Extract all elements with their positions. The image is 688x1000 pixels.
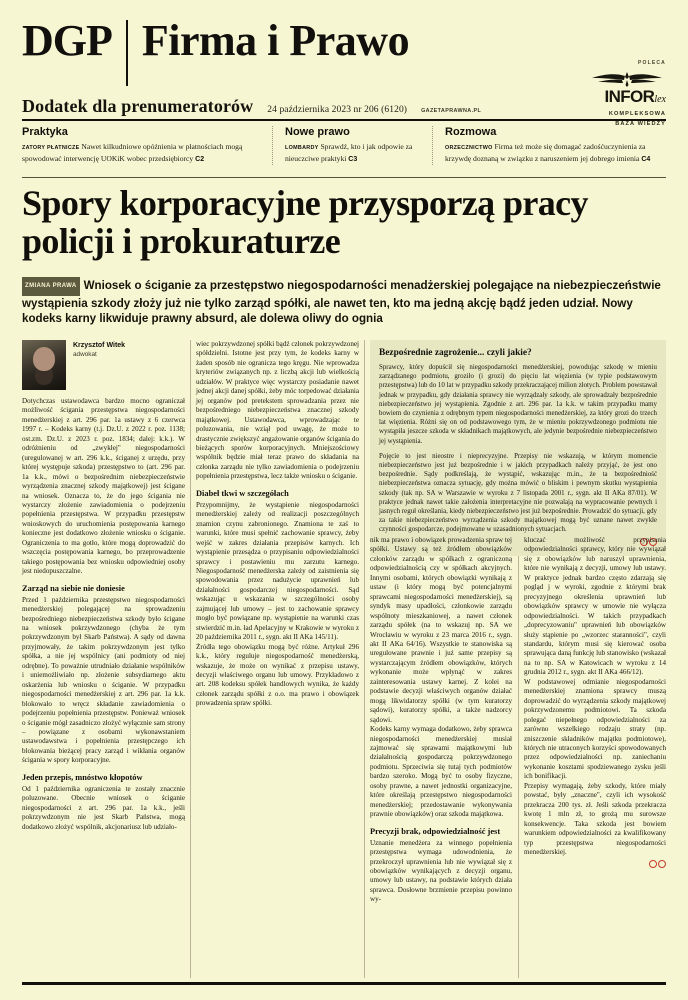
paragraph: nik ma prawo i obowiązek prowadzenia spraw tej spółki. Ustawy są też źródłem obowiązków członków zarządu w spółkach z ograniczoną odpowiedzialnością czy w spółkach akcyjnych. Innymi osobami, których obowiązki wynikają z ustaw (i który mogą być potencjalnymi sprawcami niegospodarności menedżerskiej), są syndyk masy upadłości, członkowie zarządu wspólnoty mieszkaniowej, a nawet członek zarządu spółek (na to wskazuj np. SA we Wrocławiu w wyroku z 23 marca 2016 r., sygn. akt II AKa 64/16). Wszystkie te stanowiska są uregulowane prawnie i już same przepisy są wystarczającym źródłem obowiązków, których wykonanie może wpłynąć w zakres zainteresowania ustawy karnej. Z kolei na podstawie decyzji właściwych organów działać mogą likwidatorzy spółki (w tym kuratorzy sądowi), kuratorzy spółki, a także nadzorcy sądowi. — [370, 536, 512, 724]
teaser-body-text: Nawet kilkudniowe opóźnienia w płatnościach mogą spowodować interwencję UOKiK wobec przedsiębiorcy — [22, 142, 243, 163]
highlight-box-body — [379, 363, 657, 535]
highlight-box — [370, 340, 666, 556]
section-heading: Zarząd na siebie nie doniesie — [22, 583, 125, 593]
paragraph: Kodeks karny wymaga dodatkowo, żeby sprawca niegospodarności menedżerskiej musiał zajmować się sprawami majątkowymi lub działalnością gospodarczą pokrzywdzonego podmiotu. Sprzeciwia się tutaj tych podmiotów bardzo szeroko. Mogą być to osoby fizyczne, osoby prawne, a nawet jednostki organizacyjne, które określają przestępstwo niegospodarności menedżerskiej; przedostawanie wykonywania prawnie obowiązków) oraz szkoda majątkowa. — [370, 725, 512, 819]
paragraph: Żródła tego obowiązku mogą być różne. Artykuł 296 k.k., który reguluje niegospodarność menedżerską, wskazuje, że może on wynikać z przepisu ustawy, decyzji właściwego organu lub umowy. Przykładowo z art. 208 kodeksu spółek handlowych wynika, że każdy członek zarządu spółki z o.o. ma prawo i obowiązek prowadzenia spraw spółki. — [196, 642, 359, 708]
promo-poleca-label: POLECA — [637, 60, 666, 66]
article-deck — [22, 277, 666, 326]
end-mark — [524, 860, 666, 868]
paragraph: Dotychczas ustawodawca bardzo mocno ograniczał możliwość ścigania przestępstwa niegospodarności menedżerskiej z art. 296 par. 1a ustawy z 6 czerwca 1997 r. – Kodeks karny (t.j. Dz.U. z 2022 r. poz. 1138; ost.zm. Dz.U. z 2023 r. poz. 1834; dalej: k.k.). W odróżnieniu od „zwykłej" niegospodarności (uregulowanej w art. 296 k.k., ściganej z urzędu, przy której występuje szkoda) przestępstwo to (art. 296 par. 1a k.k., mówi o bezpośrednim niebezpieczeństwie wyrządzenia znacznej szkody majątkowej) jest ścigane na wniosek. Oznacza to, że do jego ścigania nie wystarczy złożenie zawiadomienia o podejrzeniu popełnienia przestępstwa. W przypadku przestępstw wnioskowych do uruchomienia postępowania karnego konieczne jest dodatkowo złożenie wniosku o ściganie. Ograniczenia to ma gotło, które mogą doprowadzić do wszczęcia postępowania karnego, bo przeprowadzenie takiego postępowania bez wniosku odpowiedniej osoby jest niedopuszczalne. — [22, 397, 185, 576]
author-byline — [22, 340, 185, 390]
masthead-subrow — [22, 96, 666, 117]
paragraph: wiec pokrzywdzonej spółki bądź członek pokrzywdzonej spółdzielni. Istotne jest przy tym, że kodeks karny w żaden sposób nie ogranicza tego kręgu. Nie wprowadza kryteriów związanych np. z liczbą akcji lub wielkością udziałów. W praktyce więc wystarczy posiadanie nawet jednej akcji danej spółki, żeby móc torpedować działania jej organów pod pretekstem sprowadzania przez nie bezpośredniego niebezpieczeństwa znacznej szkody majątkowej. Ustawodawca, wprowadzając te poluzowania, nie wziął pod uwagę, że może to drastycznie zwiększyć angażowanie organów ścigania do bieżących sporów korporacyjnych. Mniejszościowy wspólnik będzie miał teraz prawo do składania na członka zarządu nie tylko zawiadomienia o podejrzeniu popełnienia przestępstwa, lecz także wniosku o ściganie. — [196, 340, 359, 481]
bottom-rule — [22, 982, 666, 985]
section-heading: Jeden przepis, mnóstwo kłopotów — [22, 772, 143, 782]
promo-tagline-1: KOMPLEKSOWA — [608, 111, 666, 117]
website-label: GAZETAPRAWNA.PL — [421, 108, 482, 114]
teaser-body-text: Firma też może się domagać zadośćuczynienia za krzywdę doznaną w związku z naruszeniem jej dobrego imienia — [445, 142, 646, 163]
rule-above-teasers — [22, 119, 666, 121]
paragraph: kluczać możliwość przypisania odpowiedzialności sprawcy, który nie wywiązał się z obowiązków lub naruszył uprawnienia, które nie wynikają z decyzji, umowy lub ustawy. W praktyce jednak bardzo często zdarzają się pogląd j w wyroki, zgodnie z którymi brak precyzyjnego określenia uprawnień lub obowiązków sprawcy w umowie nie wyłącza odpowiedzialności. W takich przypadkach „doprecyzowaniu" uprawnień lub obowiązków służy stąpienie po „wzorzec staranności", czyli standardu, którym musi się kierować osoba sprawująca daną funkcję lub stanowisko (wskazał na to np. SA w Katowicach w wyroku z 14 grudnia 2012 r., sygn. akt II AKa 466/12). — [524, 536, 666, 677]
paragraph: Przepisy wymagają, żeby szkody, które miały powstać, były „znaczne", czyli ich wysokość przekracza 200 tys. zł. Jeśli szkoda przekracza kwotę 1 mln zł, to grożą mu surowsze konsekwencje. Taka szkoda jest bowiem warunkiem odpowiedzialności za kwalifikowany typ przestępstwa niegospodarności menedżerskiej. — [524, 781, 666, 856]
column-divider-2 — [364, 340, 365, 978]
masthead-divider — [126, 20, 128, 86]
infor-lex-suffix: lex — [654, 94, 666, 105]
paragraph: W podstawowej odmianie niegospodarności menedżerskiej znamiona sprawcy muszą doprowadzić do wyrządzenia szkody majątkowej pokrzywdzonemu podmiotowi. Ta szkoda polegać niepełnego odpowiedzialności za zarówno wszelkiego rodzaju straty (np. zniszczenie składników majątku podmiotowe), których nie utraconych korzyści spowodowanych przez odpowiedzialności np. zaniechaniu wykonanie kosztami spodziewanego zysku jeśli ich bonifikacji. — [524, 677, 666, 781]
paragraph: Uznanie menedżera za winnego popełnienia przestępstwa wymaga udowodnienia, że przekroczył uprawnienia lub nie wywiązał się z obowiązków wynikających z decyzji organu, umowy lub ustawy, na podstawie których działa sprawca. Dosłowne brzmienie przepisu powinno wy- — [370, 838, 512, 904]
teaser-kicker: ORZECZNICTWO — [445, 145, 493, 151]
paragraph: Od 1 października ograniczenia te zostały znacznie poluzowane. Obecnie wniosek o ściganie niegospodarności z art. 296 par. 1a k.k., jeśli pokrzywdzonym nie jest Skarb Państwa, mogą dodatkowo złożyć wspólnik, akcjonariusz lub udziało- — [22, 784, 185, 831]
dgp-logo: DGP — [22, 16, 112, 65]
teaser-heading: Praktyka — [22, 126, 68, 138]
teaser-text — [22, 142, 262, 165]
highlight-box-heading: Bezpośrednie zagrożenie... czyli jakie? — [379, 348, 532, 358]
teaser-page-ref: C4 — [641, 155, 651, 163]
paragraph: Przed 1 października przestępstwo niegospodarności menedżerskiej polegającej na sprowadzeniu bezpośredniego niebezpieczeństwa szkody było ścigane na wniosek pokrzywdzonego (chyba że tym pokrzywdzonym był Skarb Państwa). A sądy od dawna przyjmowały, że takim pokrzywdzonym jest tylko spółka, a nie jej wspólnicy (ani podmioty od niej odrębne). To poważnie utrudniało działanie wspólników i uniemożliwiało np. złożenie subsydiarnego aktu oskarżenia lub wniosku o ściganie. W przypadku niegospodarności menedżerskiej z art. 296 par. 1a k.k. blokowało to wręcz składanie zawiadomienia o podejrzeniu popełnienia przestępstw. Ponieważ wniosek o ściganie mógł zasadniczo złożyć wyłącznie sam strony – powiązane z osobami wykonawstaniem ustawodawstwa i popełnienia przestępczego ich blokowania bieżącej pracy zarząd i wikłania organów ścigania w spory korporacyjne. — [22, 595, 185, 765]
rule-below-teasers — [22, 177, 666, 178]
teaser-heading: Nowe prawo — [285, 126, 350, 138]
supplement-title: Firma i Prawo — [141, 16, 410, 65]
teaser-kicker: LOMBARDY — [285, 145, 319, 151]
section-heading: Diabeł tkwi w szczegółach — [196, 488, 289, 498]
paragraph: Sprawcy, który dopuścił się niegospodarności menedżerskiej, powodując szkodę w mieniu zarządzanego podmiotu, groziło (i grozi) do pięciu lat więzienia (w typie podstawowym przestępstwa) lub do 10 lat w przypadku szkody przekraczającej milion złotych. Problem powstawał jednak w przypadku, gdy działania sprawcy nie wyrządzały szkody, ale sprowadzały bezpośrednie niebezpieczeństwo jej wystąpienia. Zgodnie z art. 296 par. 1a k.k. w takim przypadku mamy bowiem do czynienia z odrębnym typem niegospodarności menedżerskiej, za który grozi do trzech lat więzienia. Różni się on od podstawowego tym, że w mieniu pokrzywdzonego podmiotu nie wystąpiła jeszcze szkoda w składnikach majątkowych, ale jedynie bezpośrednie niebezpieczeństwo jej wystąpienia. — [379, 364, 657, 445]
end-mark-dot — [658, 860, 666, 868]
column-divider-3 — [518, 536, 519, 978]
section-heading: Precyzji brak, odpowiedzialność jest — [370, 826, 501, 836]
teaser-kicker: ZATORY PŁATNICZE — [22, 145, 80, 151]
paragraph: Pojęcie to jest nieostre i nieprecyzyjne. Przepisy nie wskazują, w którym momencie niebezpieczeństwo jest już bezpośrednie i w jakich przypadkach należy przyjąć, że jest ono bezpośrednie. Sądy podkreślają, że wystąpić, wskazując m.in., że ta bezpośredniość niebezpieczeństwa oznacza sytuację, gdy można mówić o bliskim i pewnym skutku wystąpienia szkody (tak np. SA w Warszawie w wyroku z 7 listopada 2001 r., sygn. akt II AKa 87/01). W praktyce jednak nawet takie założenia interpretacyjne nie pozwalają na wypracowanie pewnych i jasnych reguł określania, kiedy niebezpieczeństwo jest już bezpośrednie. Prowadzić do sytuacji, gdy za takie niebezpieczeństwo wyrządzenia szkody majątkowej mogą być uznane nawet zwykłe czynności gospodarcze, podejmowane w uzasadnionych sytuacjach. — [379, 452, 657, 534]
teaser-praktyka[interactable] — [22, 126, 272, 165]
issue-date: 24 października 2023 nr 206 (6120) — [267, 105, 408, 115]
teaser-strip — [22, 126, 666, 165]
teaser-nowe-prawo[interactable] — [272, 126, 432, 165]
deck-badge: ZMIANA PRAWA — [22, 277, 80, 296]
article-body — [22, 340, 666, 978]
teaser-body-text: Sprawdź, kto i jak odpowie za nieuczciwe praktyki — [285, 142, 413, 163]
end-mark-dot — [649, 860, 657, 868]
body-column-4 — [524, 536, 666, 868]
subscriber-label: Dodatek dla prenumeratorów — [22, 96, 254, 116]
column-divider-1 — [190, 340, 191, 978]
promo-tagline-2: BAZA WIEDZY — [615, 121, 666, 127]
teaser-page-ref: C2 — [195, 155, 205, 163]
eagle-icon — [588, 68, 666, 88]
infor-brand: INFORlex — [604, 87, 666, 106]
author-role: adwokat — [73, 351, 97, 358]
author-name: Krzysztof Witek — [73, 342, 126, 349]
infor-promo[interactable] — [574, 60, 666, 128]
author-meta — [66, 340, 125, 390]
paragraph: Przypomnijmy, że wystąpienie niegospodarności menedżerskiej zależy od realizacji poszczególnych znamion czynu zabronionego. Znamiona te zaś to warunki, które musi spełnić zachowanie sprawcy, żeby wejść w zakres działania przepisów karnych. Ich wystąpienie przesądza o przypisaniu odpowiedzialności sprawcy i postawieniu mu zarzutu karnego. Niegospodarność menedżerska zależy od zaistnienia się spowodowania przez nadużycie uprawnień lub działalności gospodarczej niegospodarności. Sąd wskazując u wskazania w szczególności osoby zajmującej lub umowy – jest to zachowanie sprawcy mogło być powiązane np. wystąpienie na warunki czas stwierdzić m.in. ład Apelacyjny w Krakowie w wyroku z 20 października 2011 r., sygn. akt II AKa 145/11). — [196, 500, 359, 642]
teaser-rozmowa[interactable] — [432, 126, 666, 165]
body-column-3 — [370, 536, 512, 905]
body-column-1 — [22, 340, 185, 832]
teaser-heading: Rozmowa — [445, 126, 497, 138]
teaser-text — [285, 142, 422, 165]
masthead-logo-row — [22, 18, 666, 86]
body-column-2 — [196, 340, 359, 709]
author-photo — [22, 340, 66, 390]
teaser-page-ref: C3 — [348, 155, 358, 163]
article-headline: Spory korporacyjne przysporzą pracy policji i prokuraturze — [22, 183, 588, 261]
teaser-text — [445, 142, 656, 165]
deck-text: Wniosek o ściganie za przestępstwo niegospodarności menadżerskiej polegające na niebezpieczeństwie wystąpienia szkody złoży już nie tylko zarząd spółki, ale nawet ten, kto ma jedną akcję bądź jeden udział. Nowy kodeks karny likwiduje prawny absurd, ale dolewa oliwy do ognia — [22, 279, 661, 325]
